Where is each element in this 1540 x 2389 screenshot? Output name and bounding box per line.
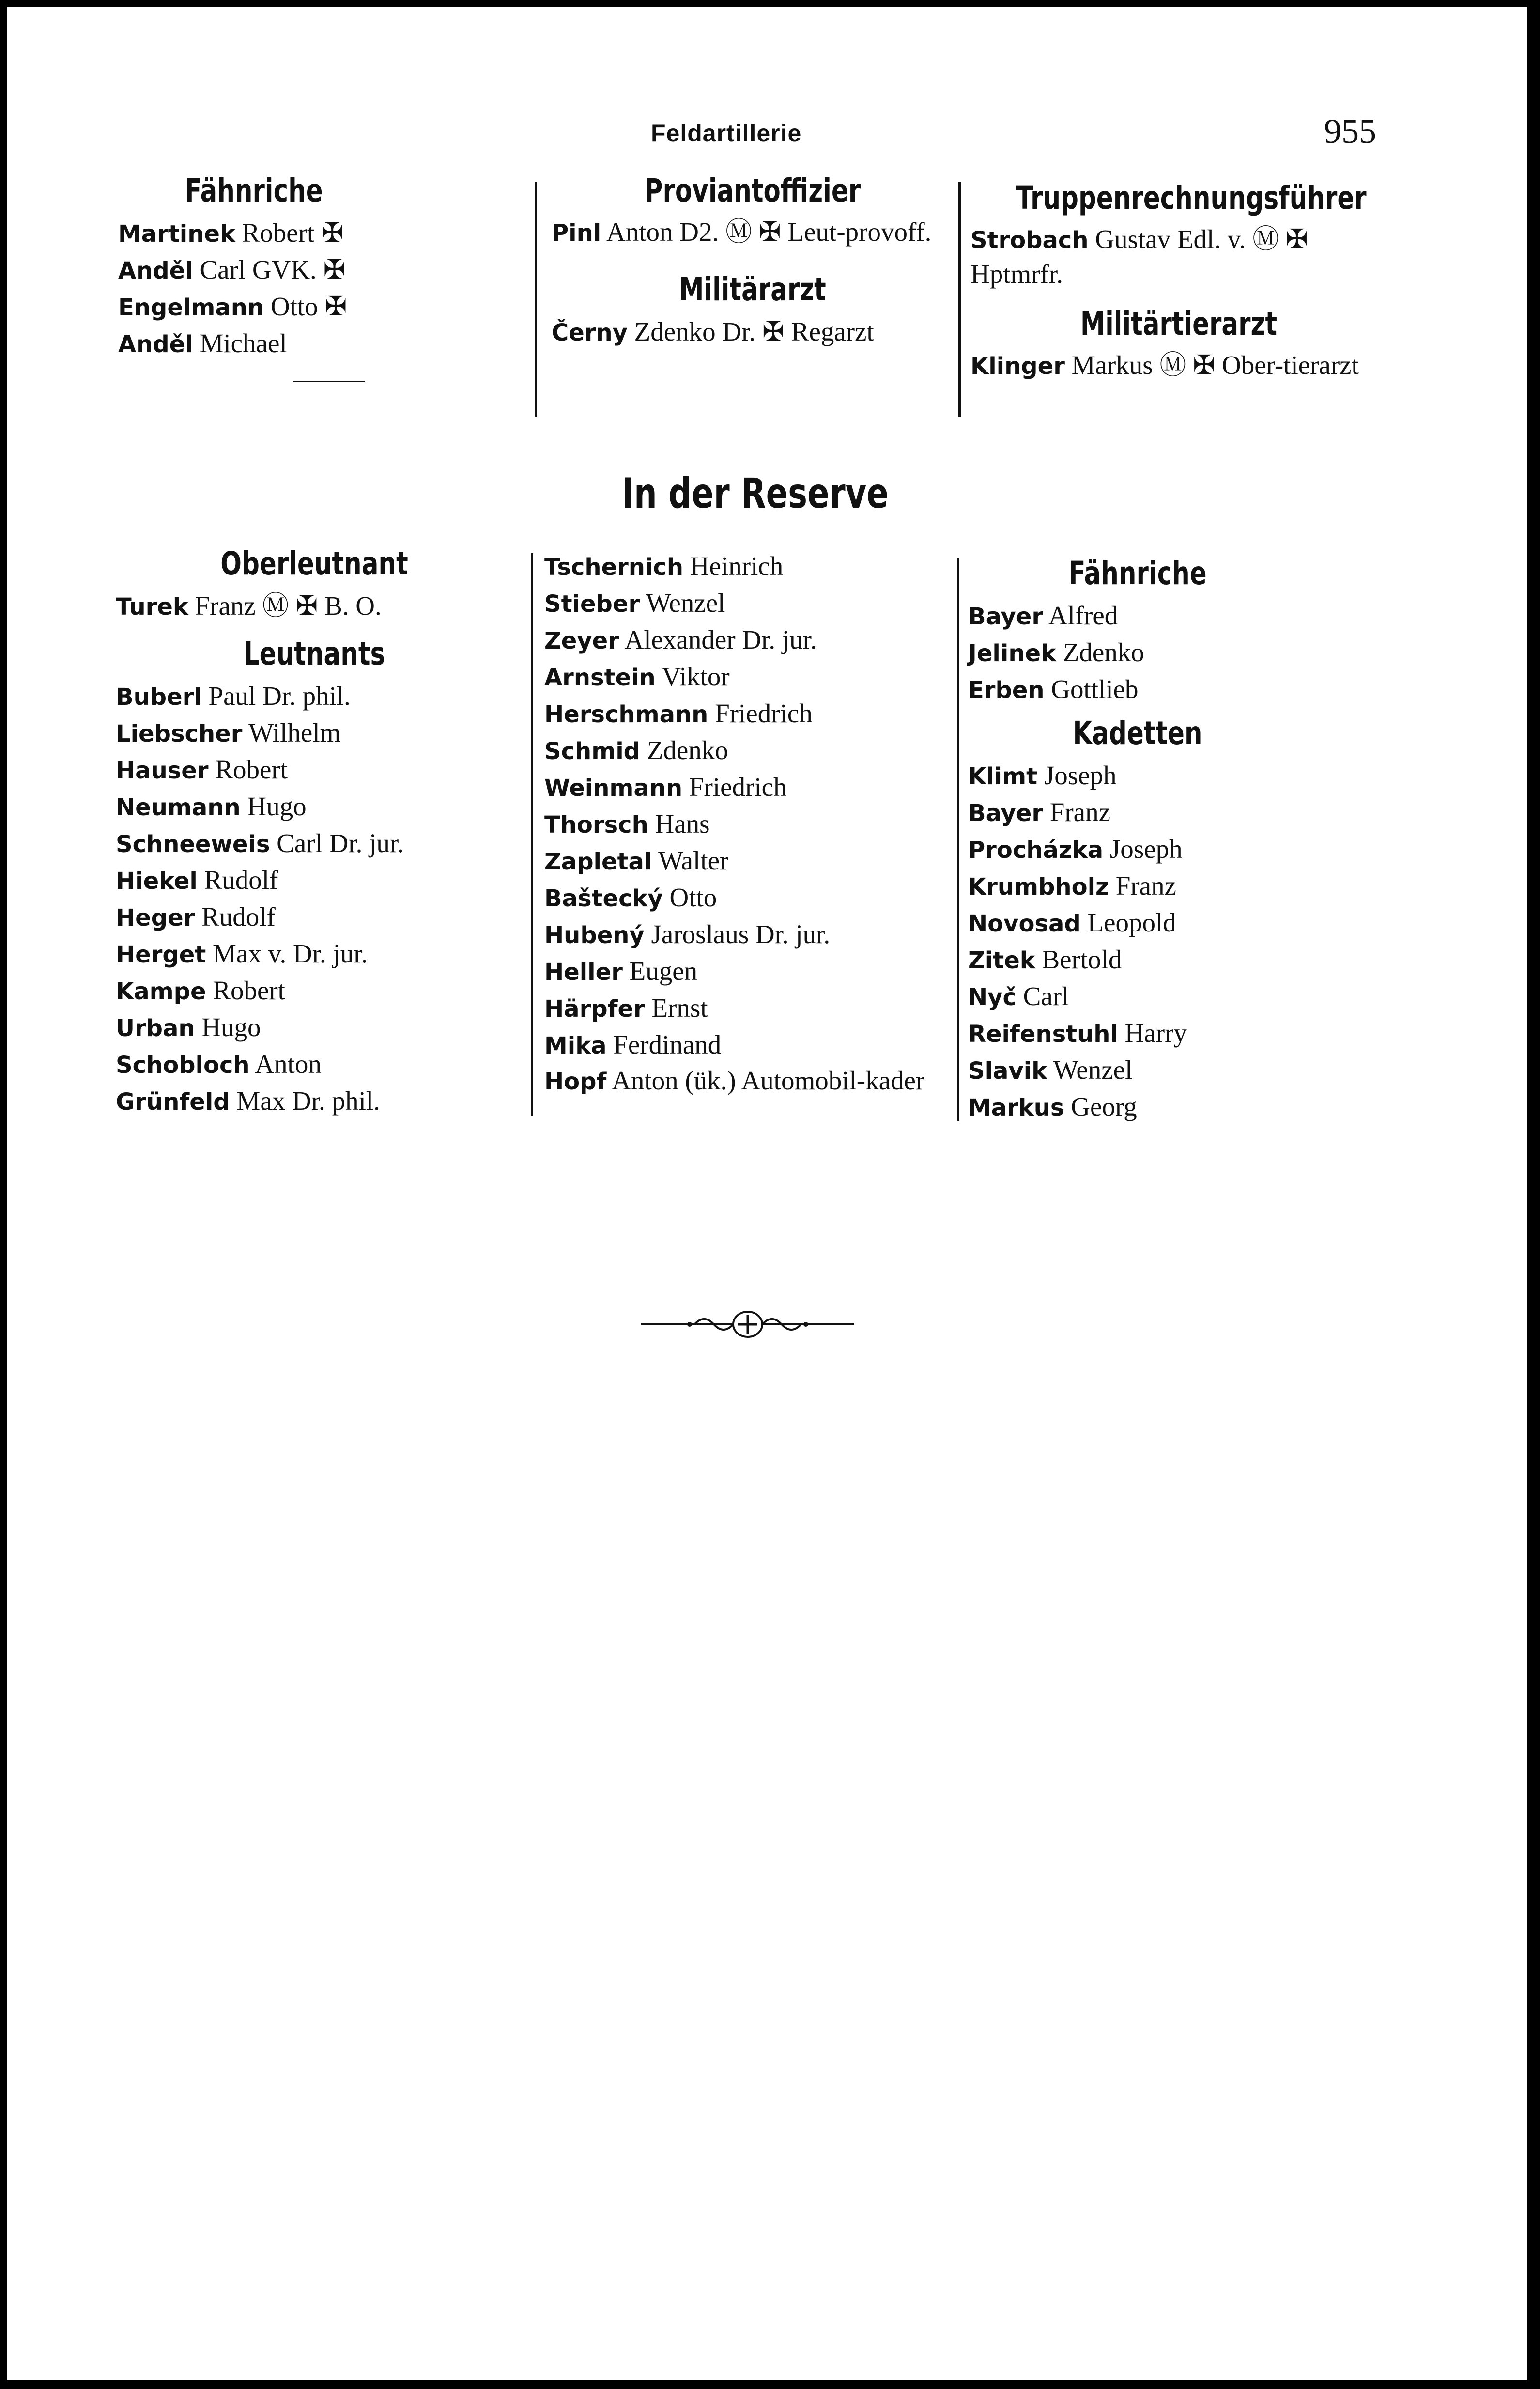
surname: Hauser <box>116 757 209 784</box>
surname: Mika <box>544 1032 607 1059</box>
surname: Zapletal <box>544 848 652 875</box>
given-name-and-rank: Heinrich <box>690 551 784 581</box>
surname: Schneeweis <box>116 831 270 858</box>
given-name-and-rank: Joseph <box>1109 834 1183 864</box>
given-name-and-rank: Eugen <box>629 956 698 986</box>
surname: Hubený <box>544 922 645 949</box>
surname: Grünfeld <box>116 1088 230 1116</box>
given-name-and-rank: Zdenko Dr. ✠ Regarzt <box>634 317 874 346</box>
given-name-and-rank: Franz <box>1115 871 1176 900</box>
page-number: 955 <box>1324 112 1376 151</box>
reserve-col-3 <box>968 554 1307 1126</box>
section-title-reserve: In der Reserve <box>622 469 889 518</box>
given-name-and-rank: Wilhelm <box>248 718 341 747</box>
given-name-and-rank: Carl <box>1023 981 1069 1011</box>
list-item <box>544 953 956 990</box>
heading-faehnriche: Fähnriche <box>1068 555 1207 592</box>
heading-truppenrechnungsfuehrer: Truppenrechnungsführer <box>1016 179 1367 217</box>
list-item <box>116 752 513 789</box>
reserve-col-1 <box>116 544 513 1120</box>
list-item <box>544 880 956 916</box>
given-name-and-rank: Friedrich <box>689 772 787 802</box>
surname: Hopf <box>544 1068 607 1095</box>
surname: Heller <box>544 959 623 986</box>
given-name-and-rank: Robert <box>215 755 288 784</box>
surname: Turek <box>116 593 188 621</box>
list-item <box>968 831 1307 868</box>
page <box>7 7 1527 2380</box>
entry-list <box>968 598 1307 708</box>
entry-list <box>968 758 1307 1126</box>
surname: Herschmann <box>544 701 708 728</box>
surname: Erben <box>968 677 1045 704</box>
list-item <box>544 806 956 843</box>
surname: Reifenstuhl <box>968 1021 1118 1048</box>
list-item <box>968 942 1307 978</box>
top-col-1 <box>118 171 389 362</box>
given-name-and-rank: Alexander Dr. jur. <box>624 625 817 654</box>
list-item <box>116 588 513 625</box>
list-item <box>968 635 1307 671</box>
given-name-and-rank: Robert ✠ <box>242 218 344 248</box>
given-name-and-rank: Bertold <box>1042 945 1122 974</box>
given-name-and-rank: Leopold <box>1087 908 1176 937</box>
list-item <box>118 289 389 326</box>
column-rule <box>958 182 961 417</box>
list-item <box>968 671 1307 708</box>
list-item <box>544 696 956 732</box>
list-item <box>968 905 1307 942</box>
surname: Schobloch <box>116 1052 250 1079</box>
heading-proviantoffizier: Proviantoffizier <box>644 172 861 209</box>
surname: Engelmann <box>118 294 264 321</box>
surname: Anděl <box>118 257 193 284</box>
list-item <box>116 678 513 715</box>
list-item <box>968 868 1307 905</box>
surname: Urban <box>116 1015 195 1042</box>
surname: Stieber <box>544 590 640 618</box>
surname: Černy <box>552 319 628 346</box>
list-item <box>968 758 1307 794</box>
list-item <box>116 1009 513 1046</box>
divider <box>293 381 365 382</box>
list-item <box>116 1083 513 1120</box>
surname: Herget <box>116 941 206 968</box>
column-rule <box>957 558 959 1121</box>
list-item <box>118 252 389 289</box>
surname: Zitek <box>968 947 1035 974</box>
list-item <box>544 585 956 622</box>
surname: Procházka <box>968 837 1104 864</box>
surname: Liebscher <box>116 720 243 747</box>
given-name-and-rank: Hugo <box>247 791 307 821</box>
given-name-and-rank: Alfred <box>1048 601 1118 630</box>
surname: Hiekel <box>116 868 198 895</box>
surname: Pinl <box>552 219 601 247</box>
list-item <box>544 843 956 880</box>
list-item <box>544 990 956 1027</box>
given-name-and-rank: Gustav Edl. v. Ⓜ ✠ Hptmrfr. <box>970 224 1309 289</box>
given-name-and-rank: Harry <box>1124 1018 1187 1048</box>
surname: Jelinek <box>968 640 1056 667</box>
surname: Tschernich <box>544 554 684 581</box>
list-item <box>552 215 954 250</box>
heading-oberleutnant: Oberleutnant <box>220 545 408 582</box>
given-name-and-rank: Wenzel <box>1053 1055 1133 1085</box>
list-item <box>544 732 956 769</box>
given-name-and-rank: Viktor <box>662 662 730 691</box>
entry-list <box>116 678 513 1120</box>
given-name-and-rank: Friedrich <box>715 698 813 728</box>
list-item <box>116 715 513 752</box>
given-name-and-rank: Otto <box>669 883 717 912</box>
given-name-and-rank: Jaroslaus Dr. jur. <box>651 919 831 949</box>
given-name-and-rank: Michael <box>200 328 287 358</box>
surname: Klimt <box>968 763 1038 790</box>
surname: Strobach <box>970 227 1089 254</box>
running-header: Feldartillerie <box>651 120 802 147</box>
surname: Zeyer <box>544 627 619 654</box>
list-item <box>544 769 956 806</box>
entry-list <box>544 548 956 1099</box>
list-item <box>968 1015 1307 1052</box>
surname: Thorsch <box>544 811 648 838</box>
ornament-divider <box>641 1305 854 1344</box>
top-col-2 <box>552 171 954 351</box>
given-name-and-rank: Ernst <box>651 993 708 1023</box>
given-name-and-rank: Zdenko <box>1063 637 1144 667</box>
given-name-and-rank: Carl Dr. jur. <box>277 828 404 858</box>
surname: Anděl <box>118 331 193 358</box>
list-item <box>552 314 954 351</box>
given-name-and-rank: Otto ✠ <box>270 292 347 321</box>
list-item <box>118 326 389 362</box>
list-item <box>116 789 513 825</box>
list-item <box>116 936 513 973</box>
surname: Bayer <box>968 603 1044 630</box>
given-name-and-rank: Markus Ⓜ ✠ Ober-tierarzt <box>1071 350 1359 380</box>
surname: Buberl <box>116 683 202 711</box>
entry-list <box>118 215 389 362</box>
surname: Klinger <box>970 353 1065 380</box>
surname: Weinmann <box>544 775 683 802</box>
reserve-col-2 <box>544 548 956 1099</box>
surname: Härpfer <box>544 995 645 1023</box>
surname: Slavik <box>968 1057 1047 1085</box>
given-name-and-rank: Max Dr. phil. <box>236 1086 380 1116</box>
given-name-and-rank: Rudolf <box>204 865 278 895</box>
surname: Novosad <box>968 910 1081 937</box>
list-item <box>116 1046 513 1083</box>
heading-militaerarzt: Militärarzt <box>679 271 826 308</box>
heading-faehnriche: Fähnriche <box>185 172 323 209</box>
list-item <box>116 862 513 899</box>
given-name-and-rank: Franz Ⓜ ✠ B. O. <box>195 591 382 621</box>
given-name-and-rank: Anton (ük.) Automobil-kader <box>612 1066 925 1095</box>
list-item <box>116 825 513 862</box>
given-name-and-rank: Zdenko <box>647 735 728 765</box>
given-name-and-rank: Hans <box>655 809 710 838</box>
surname: Neumann <box>116 794 241 821</box>
heading-leutnants: Leutnants <box>243 635 385 672</box>
list-item <box>968 1089 1307 1126</box>
list-item <box>544 548 956 585</box>
surname: Markus <box>968 1094 1064 1121</box>
surname: Kampe <box>116 978 206 1005</box>
surname: Arnstein <box>544 664 656 691</box>
list-item <box>544 659 956 696</box>
heading-kadetten: Kadetten <box>1073 714 1202 752</box>
given-name-and-rank: Max v. Dr. jur. <box>213 939 368 968</box>
list-item <box>968 1052 1307 1089</box>
list-item <box>968 978 1307 1015</box>
surname: Nyč <box>968 984 1016 1011</box>
given-name-and-rank: Gottlieb <box>1051 674 1139 704</box>
surname: Baštecký <box>544 885 663 912</box>
given-name-and-rank: Rudolf <box>201 902 276 931</box>
column-rule <box>531 553 533 1116</box>
given-name-and-rank: Joseph <box>1044 760 1117 790</box>
given-name-and-rank: Hugo <box>201 1012 261 1042</box>
given-name-and-rank: Georg <box>1071 1092 1137 1121</box>
top-col-3 <box>970 179 1387 383</box>
list-item <box>118 215 389 252</box>
surname: Martinek <box>118 220 235 248</box>
column-rule <box>535 182 537 417</box>
list-item <box>968 794 1307 831</box>
list-item <box>970 222 1387 291</box>
surname: Schmid <box>544 738 641 765</box>
surname: Bayer <box>968 800 1044 827</box>
given-name-and-rank: Paul Dr. phil. <box>208 681 351 711</box>
heading-militaertierarzt: Militärtierarzt <box>1080 305 1278 342</box>
surname: Krumbholz <box>968 873 1109 900</box>
given-name-and-rank: Carl GVK. ✠ <box>200 255 346 284</box>
list-item <box>544 622 956 659</box>
given-name-and-rank: Wenzel <box>646 588 725 618</box>
list-item <box>968 598 1307 635</box>
list-item <box>970 348 1387 383</box>
given-name-and-rank: Franz <box>1049 797 1110 827</box>
list-item <box>116 899 513 936</box>
given-name-and-rank: Robert <box>213 976 285 1005</box>
given-name-and-rank: Anton D2. Ⓜ ✠ Leut-provoff. <box>606 217 932 247</box>
surname: Heger <box>116 904 195 931</box>
list-item <box>116 973 513 1009</box>
list-item <box>544 916 956 953</box>
list-item <box>544 1027 956 1064</box>
list-item <box>544 1064 956 1099</box>
given-name-and-rank: Walter <box>658 846 729 875</box>
given-name-and-rank: Ferdinand <box>613 1030 722 1059</box>
given-name-and-rank: Anton <box>255 1049 322 1079</box>
